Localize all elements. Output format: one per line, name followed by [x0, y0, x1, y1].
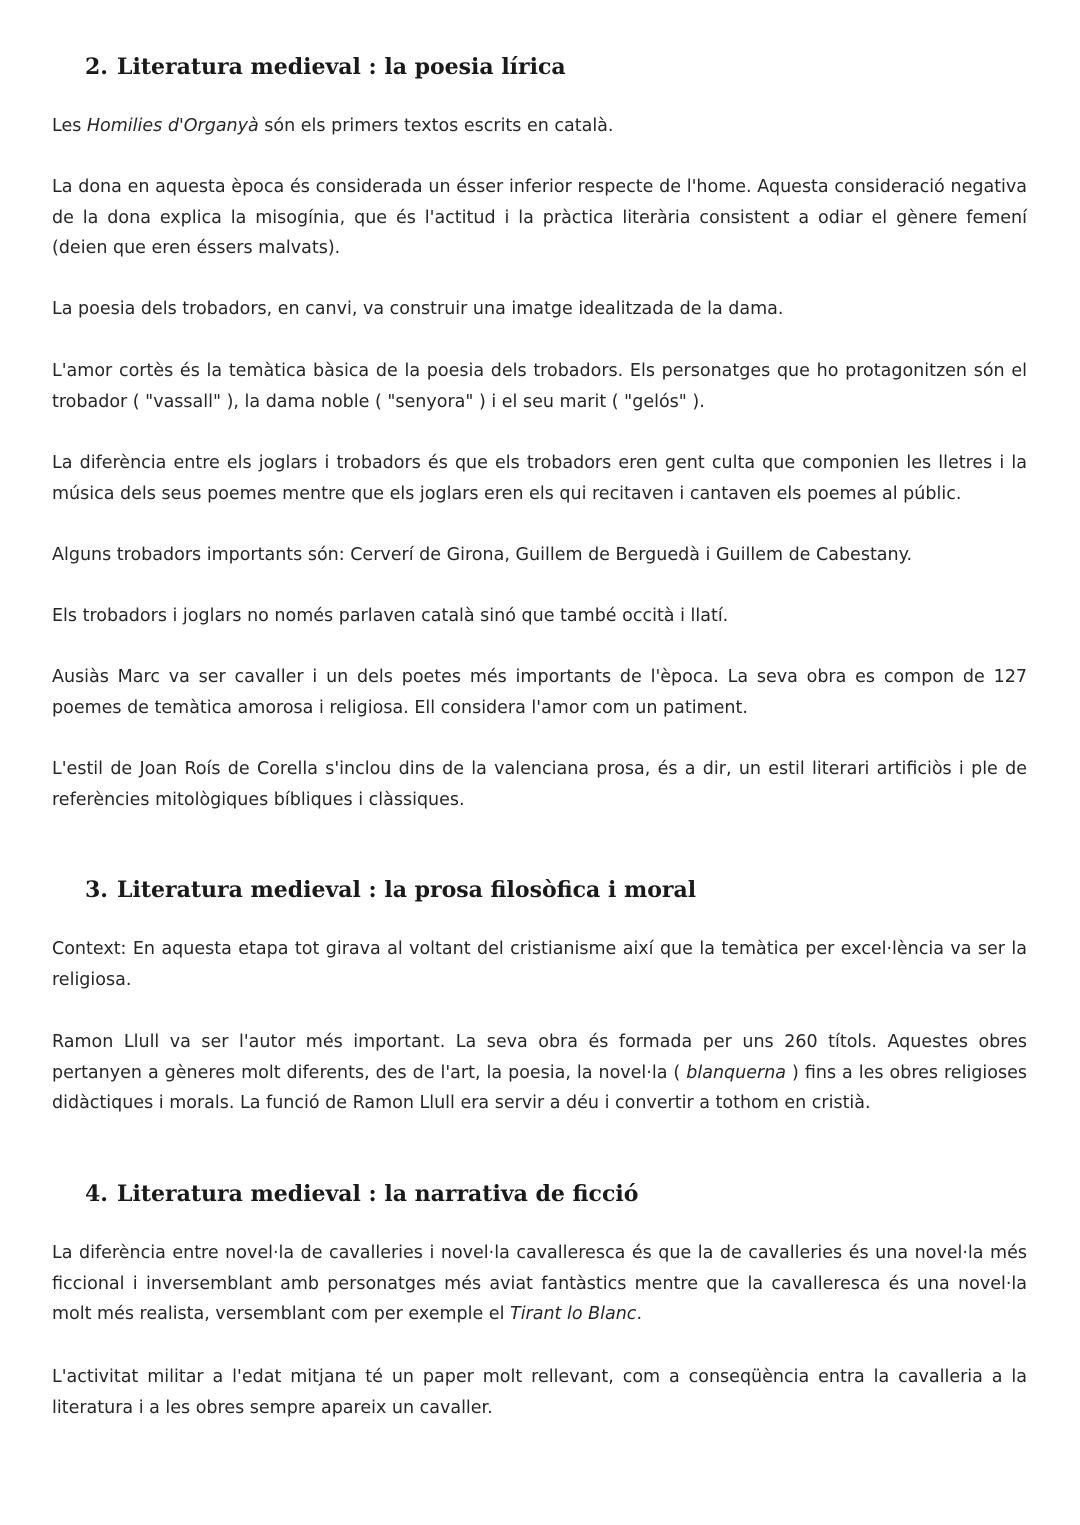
paragraph-joglars-trobadors: La diferència entre els joglars i trobadors és que els trobadors eren gent culta que componien les lletres i la música dels seus poemes mentre que els joglars eren els qui recitaven i cantaven els poemes al públic. — [52, 453, 1027, 504]
paragraph-homilies: Les Homilies d'Organyà són els primers textos escrits en català. — [52, 116, 614, 136]
paragraph-ramon-llull: Ramon Llull va ser l'autor més important. La seva obra és formada per uns 260 títols. Aquestes obres pertanyen a gèneres molt diferents, des de l'art, la poesia, la novel·la ( blanquerna ) fins a les obres religioses didàctiques i morals. La funció de Ramon Llull era servir a déu i convertir a tothom en cristià. — [52, 1032, 1027, 1113]
paragraph-context: Context: En aquesta etapa tot girava al voltant del cristianisme així que la temàtica per excel·lència va ser la religiosa. — [52, 939, 1027, 990]
section-4-number: 4. — [85, 1181, 108, 1207]
paragraph-llengues: Els trobadors i joglars no només parlaven català sinó que també occità i llatí. — [52, 606, 729, 626]
section-3-number: 3. — [85, 877, 108, 903]
section-4-title — [85, 1181, 638, 1207]
paragraph-dama-idealitzada: La poesia dels trobadors, en canvi, va construir una imatge idealitzada de la dama. — [52, 299, 784, 319]
section-2-number: 2. — [85, 54, 108, 80]
section-2-heading: Literatura medieval : la poesia lírica — [117, 54, 566, 80]
section-4-heading: Literatura medieval : la narrativa de ficció — [117, 1181, 639, 1207]
paragraph-trobadors-importants: Alguns trobadors importants són: Cerverí de Girona, Guillem de Berguedà i Guillem de Cabestany. — [52, 545, 913, 565]
section-3-title — [85, 877, 696, 903]
paragraph-misoginia: La dona en aquesta època és considerada un ésser inferior respecte de l'home. Aquesta consideració negativa de la dona explica la misogínia, que és l'actitud i la pràctica literària consistent a odiar el gènere femení (deien que eren éssers malvats). — [52, 177, 1027, 258]
section-2-title — [85, 54, 566, 80]
paragraph-roig-de-corella: L'estil de Joan Roís de Corella s'inclou dins de la valenciana prosa, és a dir, un estil literari artificiòs i ple de referències mitològiques bíbliques i clàssiques. — [52, 759, 1027, 810]
paragraph-novella-cavalleries: La diferència entre novel·la de cavalleries i novel·la cavalleresca és que la de cavalleries és una novel·la més ficcional i inversemblant amb personatges més aviat fantàstics mentre que la cavalleresca és una novel·la molt més realista, versemblant com per exemple el Tirant lo Blanc. — [52, 1243, 1027, 1324]
paragraph-ausias-marc: Ausiàs Marc va ser cavaller i un dels poetes més importants de l'època. La seva obra es compon de 127 poemes de temàtica amorosa i religiosa. Ell considera l'amor com un patiment. — [52, 667, 1027, 718]
paragraph-amor-cortes: L'amor cortès és la temàtica bàsica de la poesia dels trobadors. Els personatges que ho protagonitzen són el trobador ( "vassall" ), la dama noble ( "senyora" ) i el seu marit ( "gelós" ). — [52, 361, 1027, 412]
section-3-heading: Literatura medieval : la prosa filosòfica i moral — [117, 877, 697, 903]
paragraph-activitat-militar: L'activitat militar a l'edat mitjana té un paper molt rellevant, com a conseqüència entra la cavalleria a la literatura i a les obres sempre apareix un cavaller. — [52, 1367, 1027, 1418]
